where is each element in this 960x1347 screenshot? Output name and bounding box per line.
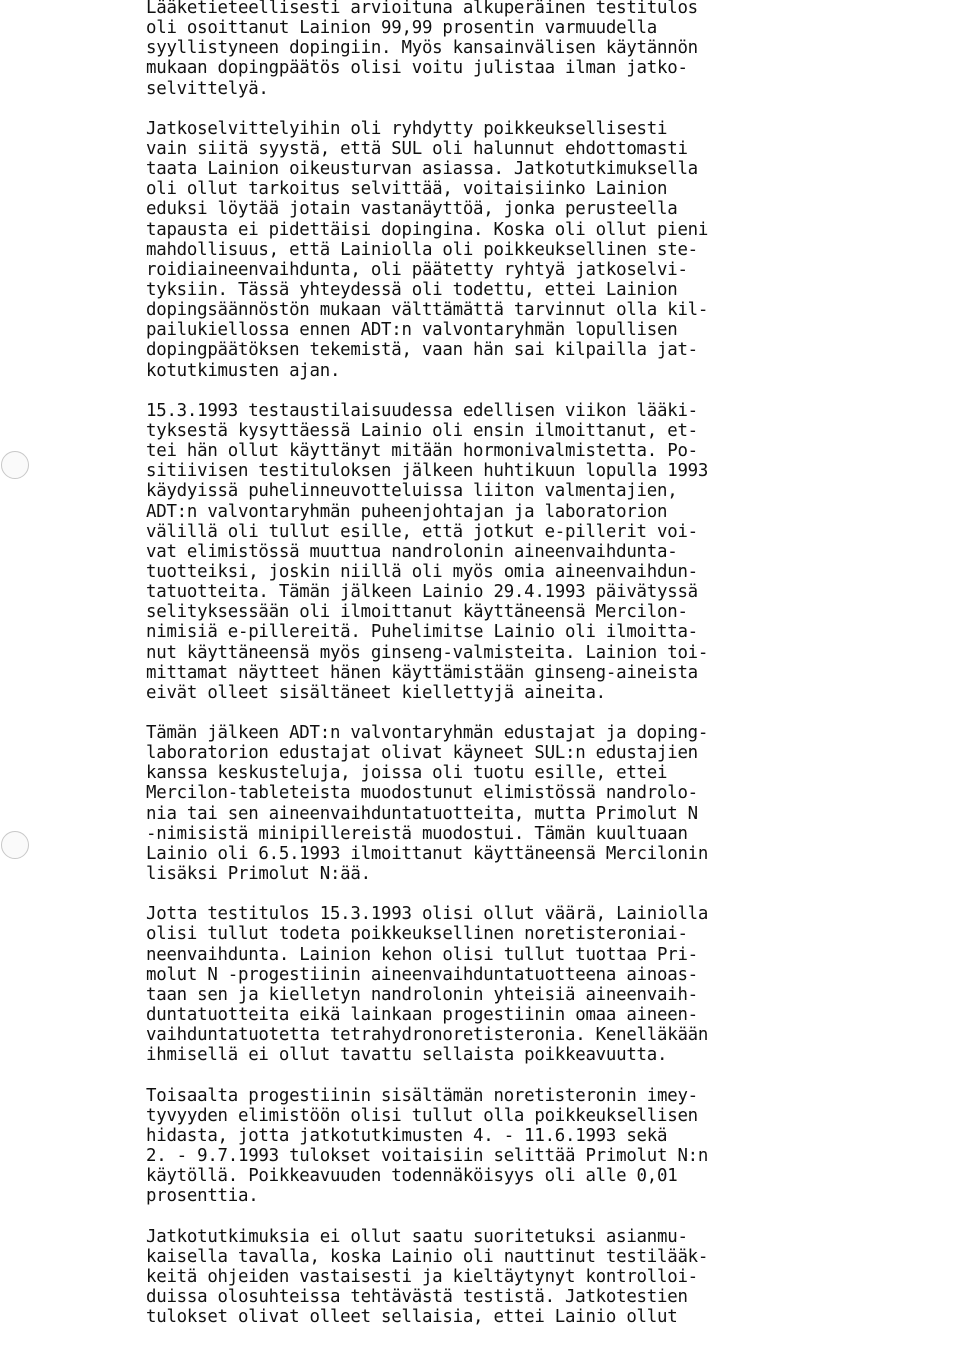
text-line: tulokset olivat olleet sellaisia, ettei Lainio ollut — [146, 1307, 678, 1328]
text-line: oli ollut tarkoitus selvittää, voitaisiinko Lainion — [146, 179, 668, 200]
text-line: Lainio oli 6.5.1993 ilmoittanut käyttäneensä Mercilonin — [146, 843, 709, 864]
text-line: Toisaalta progestiinin sisältämän noretisteronin imey- — [146, 1085, 698, 1106]
text-line: tyksestä kysyttäessä Lainio oli ensin ilmoittanut, et- — [146, 420, 698, 441]
text-line: kanssa keskusteluja, joissa oli tuotu esille, ettei — [146, 763, 668, 784]
text-line: roidiaineenvaihdunta, oli päätetty ryhtyä jatkoselvi- — [146, 259, 688, 280]
text-line: dopingsäännöstön mukaan välttämättä tarvinnut olla kil- — [146, 300, 709, 321]
punch-hole-mark — [1, 831, 29, 859]
text-line: pailukiellossa ennen ADT:n valvontaryhmän lopullisen — [146, 320, 678, 341]
text-line: mittamat näytteet hänen käyttämistään ginseng-aineista — [146, 662, 698, 683]
text-line: Lääketieteellisesti arvioituna alkuperäinen testitulos — [146, 0, 698, 18]
text-line: selityksessään oli ilmoittanut käyttäneensä Mercilon- — [146, 602, 688, 623]
text-line: tuotteiksi, joskin niillä oli myös omia aineenvaihdun- — [146, 561, 698, 582]
document-body — [146, 0, 806, 1347]
text-line: 15.3.1993 testaustilaisuudessa edellisen viikon lääki- — [146, 400, 698, 421]
text-line: mahdollisuus, että Lainiolla oli poikkeuksellinen ste- — [146, 239, 698, 260]
text-line: käytöllä. Poikkeavuuden todennäköisyys oli alle 0,01 — [146, 1166, 678, 1187]
paragraph — [146, 1086, 806, 1207]
paragraph — [146, 1227, 806, 1328]
text-line: Mercilon-tableteista muodostunut elimistössä nandrolo- — [146, 783, 698, 804]
text-line: -nimisistä minipillereistä muodostui. Tämän kuultuaan — [146, 823, 688, 844]
text-line: vat elimistössä muuttua nandrolonin aineenvaihdunta- — [146, 541, 678, 562]
paragraph — [146, 0, 806, 99]
text-line: hidasta, jotta jatkotutkimusten 4. - 11.6.1993 sekä — [146, 1125, 668, 1146]
text-line: taata Lainion oikeusturvan asiassa. Jatkotutkimuksella — [146, 159, 698, 180]
text-line: neenvaihdunta. Lainion kehon olisi tullut tuottaa Pri- — [146, 944, 698, 965]
text-line: kaisella tavalla, koska Lainio oli nauttinut testilääk- — [146, 1246, 709, 1267]
text-line: dopingpäätöksen tekemistä, vaan hän sai kilpailla jat- — [146, 340, 698, 361]
text-line: nia tai sen aineenvaihduntatuotteita, mutta Primolut N — [146, 803, 698, 824]
text-line: molut N -progestiinin aineenvaihduntatuotteena ainoas- — [146, 964, 698, 985]
text-line: eduksi löytää jotain vastanäyttöä, jonka perusteella — [146, 199, 678, 220]
text-line: ADT:n valvontaryhmän puheenjohtajan ja laboratorion — [146, 501, 668, 522]
paragraph — [146, 904, 806, 1065]
text-line: tapausta ei pidettäisi dopingina. Koska oli ollut pieni — [146, 219, 709, 240]
text-line: syyllistyneen dopingiin. Myös kansainvälisen käytännön — [146, 38, 698, 59]
text-line: eivät olleet sisältäneet kiellettyjä aineita. — [146, 682, 606, 703]
text-line: olisi tullut todeta poikkeuksellinen noretisteroniai- — [146, 924, 688, 945]
text-line: 2. - 9.7.1993 tulokset voitaisiin selittää Primolut N:n — [146, 1146, 709, 1167]
text-line: vaihduntatuotetta tetrahydronoretisteronia. Kenelläkään — [146, 1025, 709, 1046]
text-line: duntatuotteita eikä lainkaan progestiinin omaa aineen- — [146, 1005, 698, 1026]
text-line: keitä ohjeiden vastaisesti ja kieltäytynyt kontrolloi- — [146, 1266, 698, 1287]
text-line: nimisiä e-pillereitä. Puhelimitse Lainio oli ilmoitta- — [146, 622, 698, 643]
text-line: oli osoittanut Lainion 99,99 prosentin varmuudella — [146, 18, 658, 39]
text-line: prosenttia. — [146, 1186, 259, 1207]
paragraph — [146, 723, 806, 884]
text-line: tyvyyden elimistöön olisi tullut olla poikkeuksellisen — [146, 1105, 698, 1126]
text-line: vain siitä syystä, että SUL oli halunnut ehdottomasti — [146, 138, 688, 159]
text-line: välillä oli tullut esille, että jotkut e-pillerit voi- — [146, 521, 698, 542]
text-line: ihmisellä ei ollut tavattu sellaista poikkeavuutta. — [146, 1045, 668, 1066]
text-line: tatuotteita. Tämän jälkeen Lainio 29.4.1993 päivätyssä — [146, 582, 698, 603]
text-line: duissa olosuhteissa tehtävästä testistä. Jatkotestien — [146, 1287, 688, 1307]
text-line: lisäksi Primolut N:ää. — [146, 864, 371, 885]
text-line: kotutkimusten ajan. — [146, 360, 341, 381]
text-line: taan sen ja kielletyn nandrolonin yhteisiä aineenvaih- — [146, 984, 698, 1005]
text-line: tyksiin. Tässä yhteydessä oli todettu, ettei Lainion — [146, 279, 678, 300]
paragraph — [146, 119, 806, 381]
text-line: sitiivisen testituloksen jälkeen huhtikuun lopulla 1993 — [146, 461, 709, 482]
text-line: laboratorion edustajat olivat käyneet SUL:n edustajien — [146, 743, 698, 764]
text-line: mukaan dopingpäätös olisi voitu julistaa ilman jatko- — [146, 58, 688, 79]
punch-hole-mark — [1, 451, 29, 479]
text-line: nut käyttäneensä myös ginseng-valmisteita. Lainion toi- — [146, 642, 709, 663]
text-line: Tämän jälkeen ADT:n valvontaryhmän edustajat ja doping- — [146, 723, 709, 744]
paragraph — [146, 401, 806, 703]
text-line: käydyissä puhelinneuvotteluissa liiton valmentajien, — [146, 481, 678, 502]
text-line: selvittelyä. — [146, 78, 269, 99]
text-line: Jatkotutkimuksia ei ollut saatu suoritetuksi asianmu- — [146, 1226, 688, 1247]
text-line: tei hän ollut käyttänyt mitään hormonivalmistetta. Po- — [146, 441, 698, 462]
text-line: Jatkoselvittelyihin oli ryhdytty poikkeuksellisesti — [146, 118, 668, 139]
text-line: Jotta testitulos 15.3.1993 olisi ollut väärä, Lainiolla — [146, 904, 709, 925]
